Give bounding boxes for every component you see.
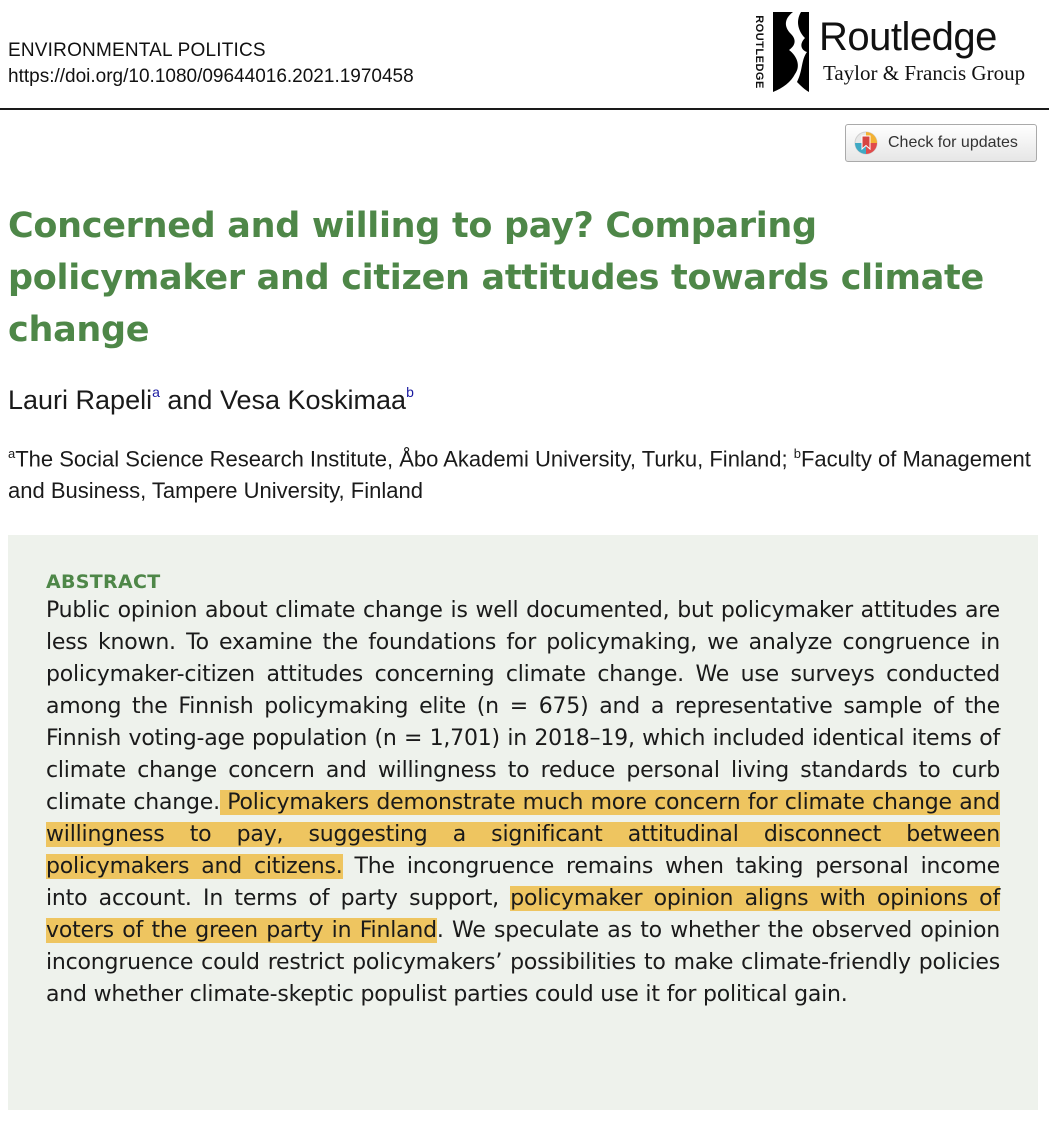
affiliation-marker: a (8, 446, 16, 461)
affiliation-marker: b (793, 446, 801, 461)
publisher-logo[interactable] (747, 12, 1037, 92)
crossmark-icon (854, 131, 878, 155)
abstract-segment: Public opinion about climate change is well documented, but policymaker attitudes are less known. To examine the foundations for policymaking, we analyze congruence in policymaker-citizen attitudes concerning climate change. We use surveys conducted among the Finnish policymaking elite (n = 675) and a representative sample of the Finnish voting-age population (n = 1,701) in 2018–19, which included identical items of climate change concern and willingness to reduce personal living standards to curb climate change. (46, 598, 1000, 815)
routledge-profile-logo-icon (771, 12, 809, 92)
journal-name: ENVIRONMENTAL POLITICS (8, 40, 266, 61)
article-title: Concerned and willing to pay? Comparing policymaker and citizen attitudes towards climate change (8, 206, 984, 350)
publisher-name: Routledge (819, 15, 997, 59)
abstract-segment: . We speculate as to whether the observed opinion incongruence could restrict policymakers’ possibilities to make climate-friendly policies and whether climate-skeptic populist parties could use it for political gain. (46, 918, 1000, 1007)
abstract-segment: The incongruence remains when taking personal income into account. In terms of party support, (46, 854, 1001, 911)
abstract-box (8, 535, 1038, 1110)
author-list (8, 376, 414, 418)
abstract-highlight: Policymakers demonstrate much more concern for climate change and willingness to pay, suggesting a significant attitudinal disconnect between policymakers and citizens. (46, 790, 1000, 879)
abstract-heading: ABSTRACT (46, 571, 161, 593)
publisher-vertical-text: ROUTLEDGE (753, 15, 765, 89)
author-name[interactable]: Lauri Rapeli (8, 385, 153, 415)
doi-link[interactable]: https://doi.org/10.1080/09644016.2021.1970458 (8, 66, 414, 87)
affiliation-text: Faculty of Management and Business, Tampere University, Finland (8, 446, 1031, 504)
check-for-updates-button[interactable] (845, 124, 1037, 162)
publisher-group: Taylor & Francis Group (823, 61, 1026, 85)
affiliations (8, 438, 1038, 507)
abstract-highlight: policymaker opinion aligns with opinions of voters of the green party in Finland (46, 886, 1000, 943)
header-divider (0, 108, 1049, 110)
author-name[interactable]: Vesa Koskimaa (219, 385, 407, 415)
affiliation-text: The Social Science Research Institute, Åbo Akademi University, Turku, Finland; (15, 446, 794, 472)
author-joiner: and (159, 385, 220, 415)
affiliation-marker[interactable]: a (152, 384, 160, 400)
abstract-text (46, 595, 1000, 1011)
check-for-updates-label: Check for updates (888, 134, 1018, 151)
journal-header (8, 38, 414, 90)
affiliation-marker[interactable]: b (406, 384, 414, 400)
